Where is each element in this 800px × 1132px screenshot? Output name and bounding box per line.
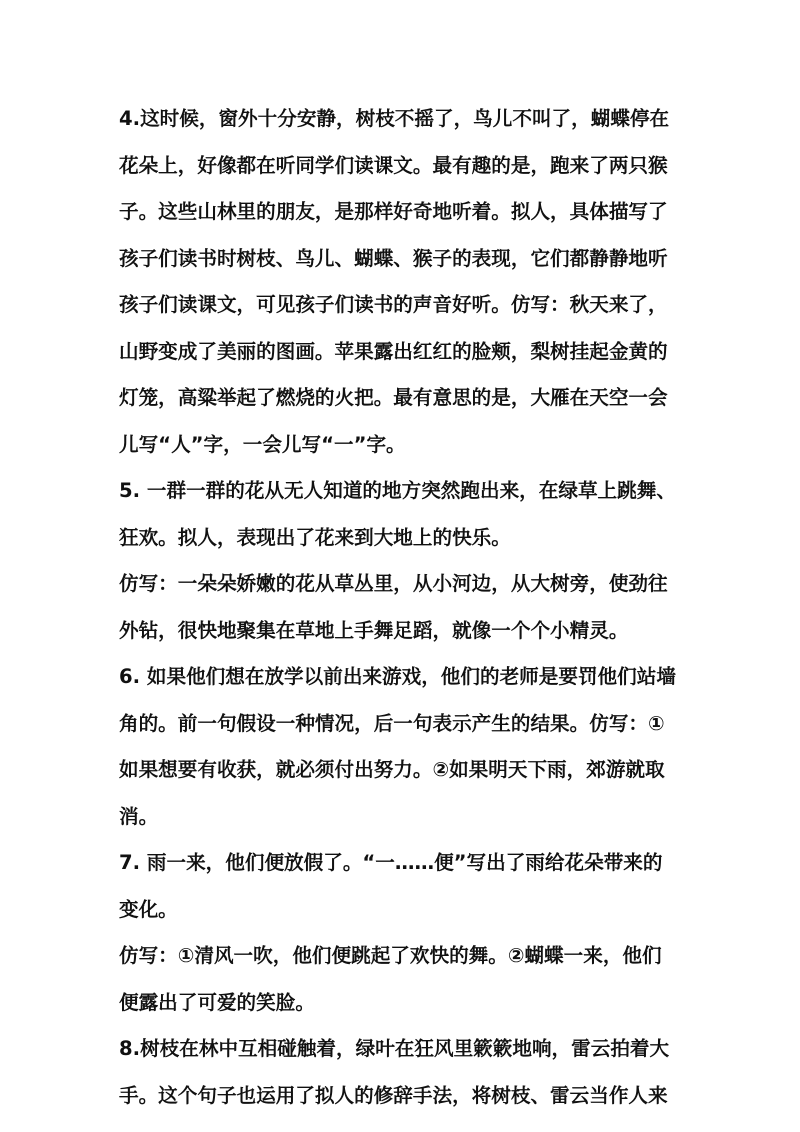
text-line: 山野变成了美丽的图画。苹果露出红红的脸颊，梨树挂起金黄的: [119, 339, 668, 363]
text-line: 孩子们读课文，可见孩子们读书的声音好听。仿写：秋天来了，: [119, 293, 668, 316]
text-line: 狂欢。拟人，表现出了花来到大地上的快乐。: [119, 525, 511, 549]
text-line: 角的。前一句假设一种情况，后一句表示产生的结果。仿写：①: [119, 711, 665, 735]
text-line: 便露出了可爱的笑脸。: [119, 990, 315, 1014]
text-line: 仿写：一朵朵娇嫩的花从草丛里，从小河边，从大树旁，使劲往: [119, 572, 668, 595]
text-line: 8.树枝在林中互相碰触着，绿叶在狂风里簌簌地响，雷云拍着大: [119, 1037, 670, 1060]
text-line: 如果想要有收获，就必须付出努力。②如果明天下雨，郊游就取: [119, 758, 665, 781]
document-body: [119, 96, 679, 1119]
text-line: 5. 一群一群的花从无人知道的地方突然跑出来，在绿草上跳舞、: [119, 479, 676, 502]
text-line: 变化。: [119, 897, 178, 921]
text-line: 孩子们读书时树枝、鸟儿、蝴蝶、猴子的表现，它们都静静地听: [119, 246, 668, 270]
text-line: 手。这个句子也运用了拟人的修辞手法，将树枝、雷云当作人来: [119, 1083, 668, 1107]
text-line: 外钻，很快地聚集在草地上手舞足蹈，就像一个个小精灵。: [119, 618, 629, 642]
text-line: 子。这些山林里的朋友，是那样好奇地听着。拟人，具体描写了: [119, 200, 668, 223]
text-line: 6. 如果他们想在放学以前出来游戏，他们的老师是要罚他们站墙: [119, 665, 676, 688]
text-line: 仿写：①清风一吹，他们便跳起了欢快的舞。②蝴蝶一来，他们: [119, 944, 662, 967]
text-line: 灯笼，高粱举起了燃烧的火把。最有意思的是，大雁在天空一会: [119, 386, 668, 409]
text-line: 花朵上，好像都在听同学们读课文。最有趣的是，跑来了两只猴: [119, 153, 668, 177]
text-line: 7. 雨一来，他们便放假了。“一……便”写出了雨给花朵带来的: [119, 851, 663, 874]
text-line: 儿写“人”字，一会儿写“一”字。: [119, 432, 406, 456]
text-line: 4.这时候，窗外十分安静，树枝不摇了，鸟儿不叫了，蝴蝶停在: [119, 107, 670, 130]
text-line: 消。: [119, 804, 159, 828]
